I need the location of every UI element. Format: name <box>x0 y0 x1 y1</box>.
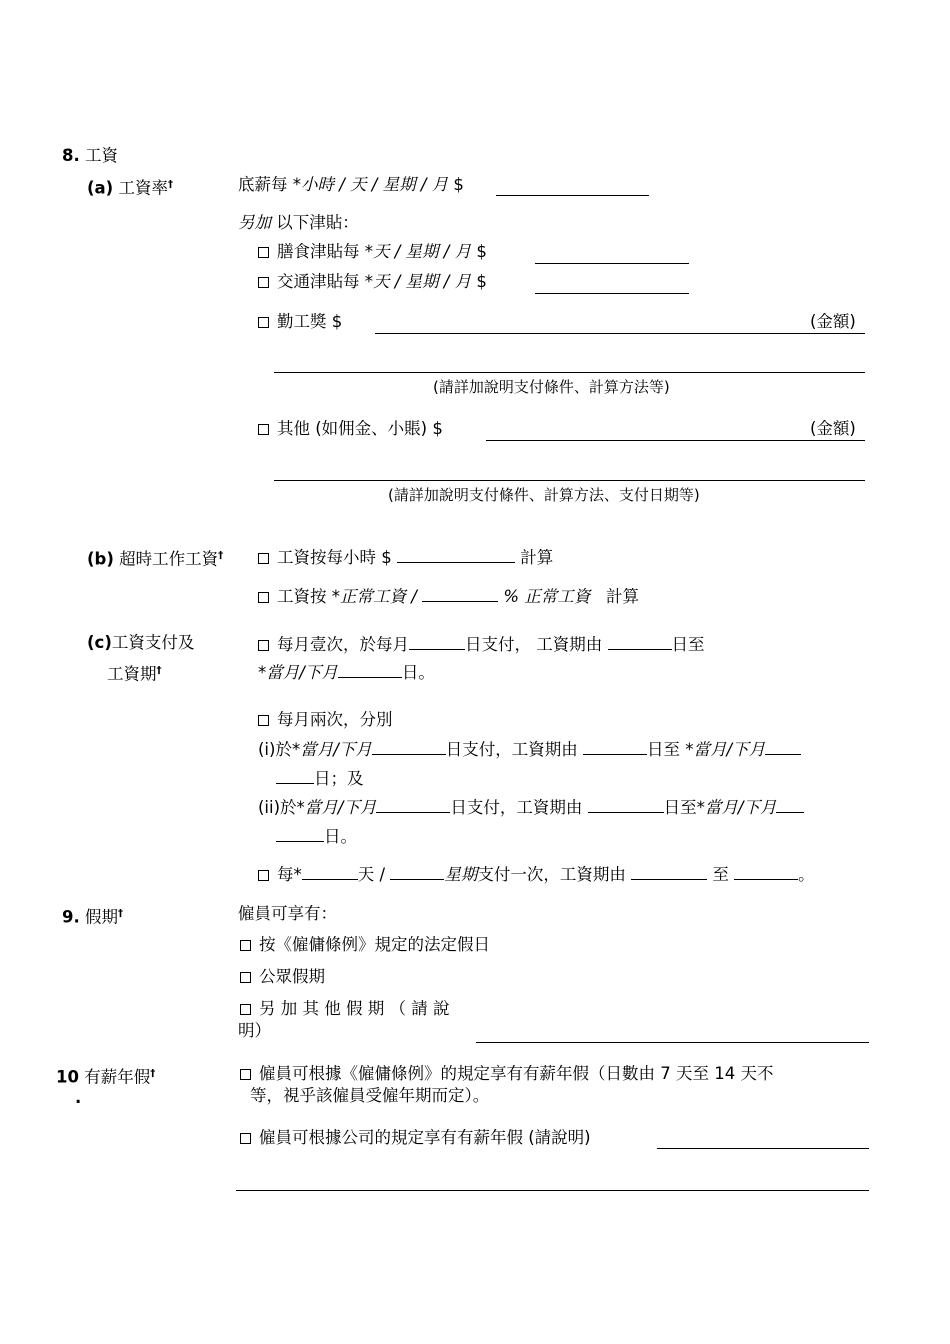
section-number: 10 <box>56 1067 79 1087</box>
meal-allowance-options: *天 / 星期 / 月 <box>364 242 472 261</box>
week-option: 星期 <box>444 865 478 884</box>
section-title: 假期 <box>85 907 118 927</box>
checkbox[interactable] <box>258 715 269 726</box>
section-9-heading <box>62 904 123 928</box>
base-wage-label: 底薪每 <box>238 175 288 194</box>
statutory-leave-row <box>240 1064 773 1084</box>
overtime-hourly-field[interactable] <box>397 546 515 563</box>
subsection-title: 工資支付及 <box>111 633 195 652</box>
text: 日支付，工資期由 <box>445 740 578 759</box>
period-end-field[interactable] <box>765 738 801 755</box>
checkbox[interactable] <box>258 277 269 288</box>
checkbox[interactable] <box>258 592 269 603</box>
other-note: (請詳加說明支付條件、計算方法、支付日期等) <box>388 486 700 504</box>
period-start-field[interactable] <box>608 633 672 650</box>
normal-wage-option: *正常工資 / <box>331 587 417 606</box>
subsection-c-heading-line2 <box>107 661 162 685</box>
company-leave-details-field[interactable] <box>236 1190 869 1191</box>
subsection-a-heading <box>87 175 173 199</box>
checkbox[interactable] <box>258 247 269 258</box>
section-number-dot: . <box>75 1088 82 1107</box>
period-end-field[interactable] <box>734 863 798 880</box>
period-end-field[interactable] <box>776 796 804 813</box>
text: 每月壹次，於每月 <box>277 635 409 654</box>
overtime-percent-row <box>258 585 639 607</box>
meal-allowance-label: 膳食津貼每 <box>277 242 360 261</box>
other-holiday-label-cont: 明） <box>238 1021 271 1040</box>
overtime-percent-label: 工資按 <box>277 587 327 606</box>
statutory-holiday-label: 按《僱傭條例》規定的法定假日 <box>259 935 490 954</box>
subsection-b-heading <box>87 546 223 570</box>
holiday-intro: 僱員可享有： <box>238 904 337 923</box>
overtime-percent-field[interactable] <box>422 585 498 602</box>
overtime-hourly-row <box>258 546 553 568</box>
month-option: *當月/下月 <box>296 798 377 817</box>
base-wage-row <box>238 175 464 195</box>
attendance-note: (請詳加說明支付條件、計算方法等) <box>433 378 670 396</box>
other-allowance-row <box>258 419 443 439</box>
meal-allowance-row <box>258 242 487 262</box>
month-option: *當月/下月 <box>685 740 766 759</box>
pay-twice-ii-row <box>258 796 804 818</box>
pay-twice-label: 每月兩次，分別 <box>277 710 393 729</box>
company-leave-label: 僱員可根據公司的規定享有有薪年假 (請說明) <box>259 1128 591 1147</box>
attendance-bonus-row <box>258 312 342 332</box>
pay-monthly-twice-row <box>258 710 393 730</box>
pay-every-row <box>258 863 815 885</box>
other-holiday-label: 另 加 其 他 假 期 （ 請 說 <box>259 999 450 1018</box>
calculate-label: 計算 <box>606 587 639 606</box>
plus-label: 另加 <box>238 213 271 232</box>
text: 日。 <box>324 827 357 846</box>
public-holiday-row <box>240 967 325 987</box>
subsection-title: 超時工作工資 <box>119 549 219 569</box>
text: 至 <box>712 865 729 884</box>
public-holiday-label: 公眾假期 <box>259 967 325 986</box>
period-start-field[interactable] <box>588 796 664 813</box>
text: 日至 <box>647 740 681 759</box>
checkbox[interactable] <box>258 640 269 651</box>
subsection-title: 工資率 <box>118 178 168 198</box>
pay-monthly-once-row <box>258 633 705 655</box>
period-start-field[interactable] <box>583 738 647 755</box>
period-start-field[interactable] <box>631 863 707 880</box>
pay-day-field[interactable] <box>409 633 465 650</box>
section-number: 8. <box>62 146 80 165</box>
pay-twice-i-row-2 <box>276 767 364 789</box>
text: (ii)於 <box>258 798 297 817</box>
section-8-heading <box>62 146 118 166</box>
attendance-bonus-field[interactable] <box>375 333 865 334</box>
statutory-leave-label-cont: 等，視乎該僱員受僱年期而定）。 <box>250 1086 490 1105</box>
subsection-label: (b) <box>87 549 114 569</box>
amount-label: (金額) <box>810 312 856 331</box>
allowance-intro <box>238 213 359 233</box>
base-wage-options: *小時 / 天 / 星期 / 月 <box>292 175 449 194</box>
transport-allowance-field[interactable] <box>535 293 689 294</box>
transport-allowance-label: 交通津貼每 <box>277 272 360 291</box>
month-option: *當月/下月 <box>696 798 777 817</box>
text: 日支付，工資期由 <box>450 798 583 817</box>
period-end-field-cont[interactable] <box>276 767 314 784</box>
company-leave-row <box>240 1128 591 1148</box>
dagger-mark: † <box>156 665 162 676</box>
month-option: *當月/下月 <box>258 663 338 682</box>
other-details-field[interactable] <box>274 480 865 481</box>
other-holiday-field[interactable] <box>476 1042 869 1043</box>
meal-allowance-field[interactable] <box>535 263 689 264</box>
month-option: *當月/下月 <box>291 740 372 759</box>
text: 日至 <box>671 635 705 654</box>
checkbox[interactable] <box>240 972 251 983</box>
dollar-sign: $ <box>453 175 464 194</box>
amount-label: (金額) <box>810 419 856 438</box>
section-number: 9. <box>62 907 80 927</box>
other-allowance-field[interactable] <box>486 440 865 441</box>
transport-allowance-row <box>258 272 487 292</box>
checkbox[interactable] <box>258 424 269 435</box>
text: 日支付， <box>465 635 531 654</box>
checkbox[interactable] <box>258 553 269 564</box>
text: 日。 <box>401 663 435 682</box>
section-title: 工資 <box>85 146 118 165</box>
text: 日至 <box>663 798 697 817</box>
attendance-bonus-label: 勤工獎 $ <box>277 312 343 331</box>
text: 日；及 <box>314 769 364 788</box>
checkbox[interactable] <box>240 940 251 951</box>
dagger-mark: † <box>218 550 224 561</box>
dollar-sign: $ <box>476 272 487 291</box>
subsection-label: (c) <box>87 633 112 652</box>
section-10-heading <box>56 1064 155 1088</box>
statutory-holiday-row <box>240 935 490 955</box>
calculate-label: 計算 <box>520 548 554 567</box>
pay-twice-ii-row-2 <box>276 825 357 847</box>
overtime-hourly-label: 工資按每小時 $ <box>277 548 392 567</box>
period-end-field[interactable] <box>338 661 402 678</box>
other-holiday-row <box>240 999 449 1019</box>
dagger-mark: † <box>150 1068 156 1079</box>
dagger-mark: † <box>118 908 123 919</box>
weeks-field[interactable] <box>390 863 444 880</box>
text: 。 <box>798 865 815 884</box>
subsection-title: 工資期 <box>107 664 157 684</box>
checkbox[interactable] <box>240 1069 251 1080</box>
checkbox[interactable] <box>240 1004 251 1015</box>
pay-monthly-once-row-2 <box>258 661 435 683</box>
dollar-sign: $ <box>476 242 487 261</box>
attendance-details-field[interactable] <box>274 372 865 373</box>
subsection-label: (a) <box>87 178 114 198</box>
other-allowance-label: 其他 (如佣金、小賬) $ <box>277 419 443 438</box>
checkbox[interactable] <box>258 317 269 328</box>
pay-day-field[interactable] <box>372 738 446 755</box>
allowance-intro-text: 以下津貼： <box>276 213 359 232</box>
percent-normal-wage: % 正常工資 <box>503 587 591 606</box>
pay-twice-i-row <box>258 738 801 760</box>
statutory-leave-label: 僱員可根據《僱傭條例》的規定享有有薪年假（日數由 7 天至 14 天不 <box>259 1064 774 1083</box>
company-leave-field[interactable] <box>657 1148 869 1149</box>
checkbox[interactable] <box>258 870 269 881</box>
base-wage-field[interactable] <box>496 195 649 196</box>
pay-day-field[interactable] <box>376 796 450 813</box>
text: 支付一次，工資期由 <box>477 865 626 884</box>
text: 工資期由 <box>536 635 603 654</box>
transport-allowance-options: *天 / 星期 / 月 <box>364 272 472 291</box>
section-title: 有薪年假 <box>84 1067 151 1087</box>
text: 天 / <box>357 865 386 884</box>
days-field[interactable] <box>302 863 358 880</box>
dagger-mark: † <box>167 179 173 190</box>
checkbox[interactable] <box>240 1133 251 1144</box>
period-end-field-cont[interactable] <box>276 825 324 842</box>
text: 每* <box>277 865 302 884</box>
text: (i)於 <box>258 740 292 759</box>
subsection-c-heading <box>87 633 194 653</box>
